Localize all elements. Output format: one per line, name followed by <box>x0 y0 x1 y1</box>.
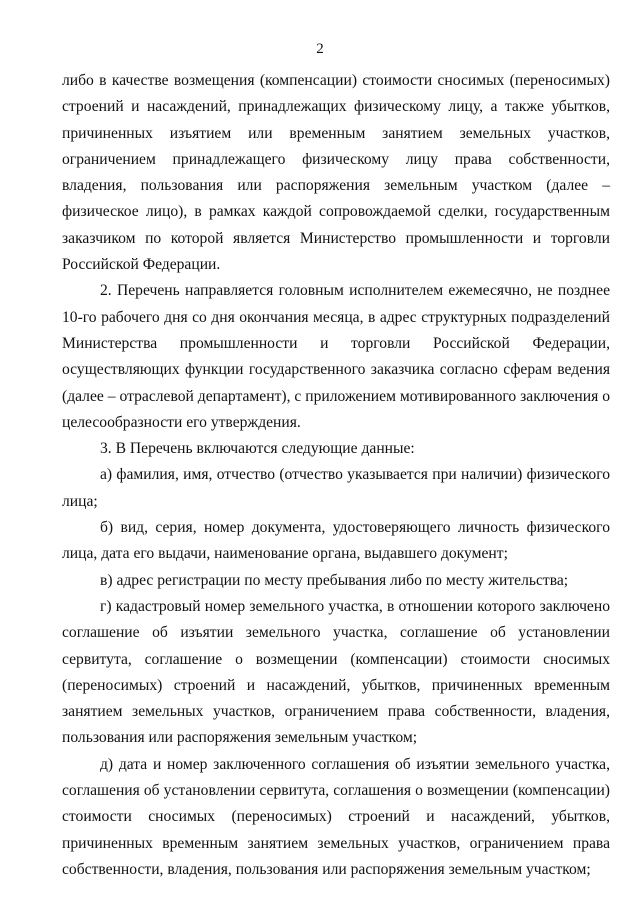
paragraph-item-2: 2. Перечень направляется головным исполнителем ежемесячно, не позднее 10-го рабочего дня со дня окончания месяца, в адрес структурных подразделений Министерства промышленности и торговли Российской Федерации, осуществляющих функции государственного заказчика согласно сферам ведения (далее – отраслевой департамент), с приложением мотивированного заключения о целесообразности его утверждения. <box>62 282 610 431</box>
subparagraph-v: в) адрес регистрации по месту пребывания либо по месту жительства; <box>100 571 569 589</box>
paragraph-continuation: либо в качестве возмещения (компенсации) стоимости сносимых (переносимых) строений и насаждений, принадлежащих физическому лицу, а также убытков, причиненных изъятием или временным занятием земельных участков, ограничением принадлежащего физическому лицу права собственности, владения, пользования или распоряжения земельным участком (далее – физическое лицо), в рамках каждой сопровождаемой сделки, государственным заказчиком по которой является Министерство промышленности и торговли Российской Федерации. <box>62 72 610 274</box>
subparagraph-a: а) фамилия, имя, отчество (отчество указывается при наличии) физического лица; <box>62 466 610 510</box>
subparagraph-d: д) дата и номер заключенного соглашения об изъятии земельного участка, соглашения об установлении сервитута, соглашения о возмещении (компенсации) стоимости сносимых (переносимых) строений и насаждений, убытков, причиненных временным занятием земельных участков, ограничением права собственности, владения, пользования или распоряжения земельным участком; <box>62 755 610 878</box>
subparagraph-b: б) вид, серия, номер документа, удостоверяющего личность физического лица, дата его выдачи, наименование органа, выдавшего документ; <box>62 519 610 563</box>
paragraph-item-3: 3. В Перечень включаются следующие данные: <box>100 440 415 458</box>
subparagraph-g: г) кадастровый номер земельного участка, в отношении которого заключено соглашение об изъятии земельного участка, соглашение об установлении сервитута, соглашение о возмещении (компенсации) стоимости сносимых (переносимых) строений и насаждений, убытков, причиненных временным занятием земельных участков, ограничением права собственности, владения, пользования или распоряжения земельным участком; <box>62 597 610 747</box>
page-number: 2 <box>316 41 324 57</box>
document-body <box>62 68 610 883</box>
